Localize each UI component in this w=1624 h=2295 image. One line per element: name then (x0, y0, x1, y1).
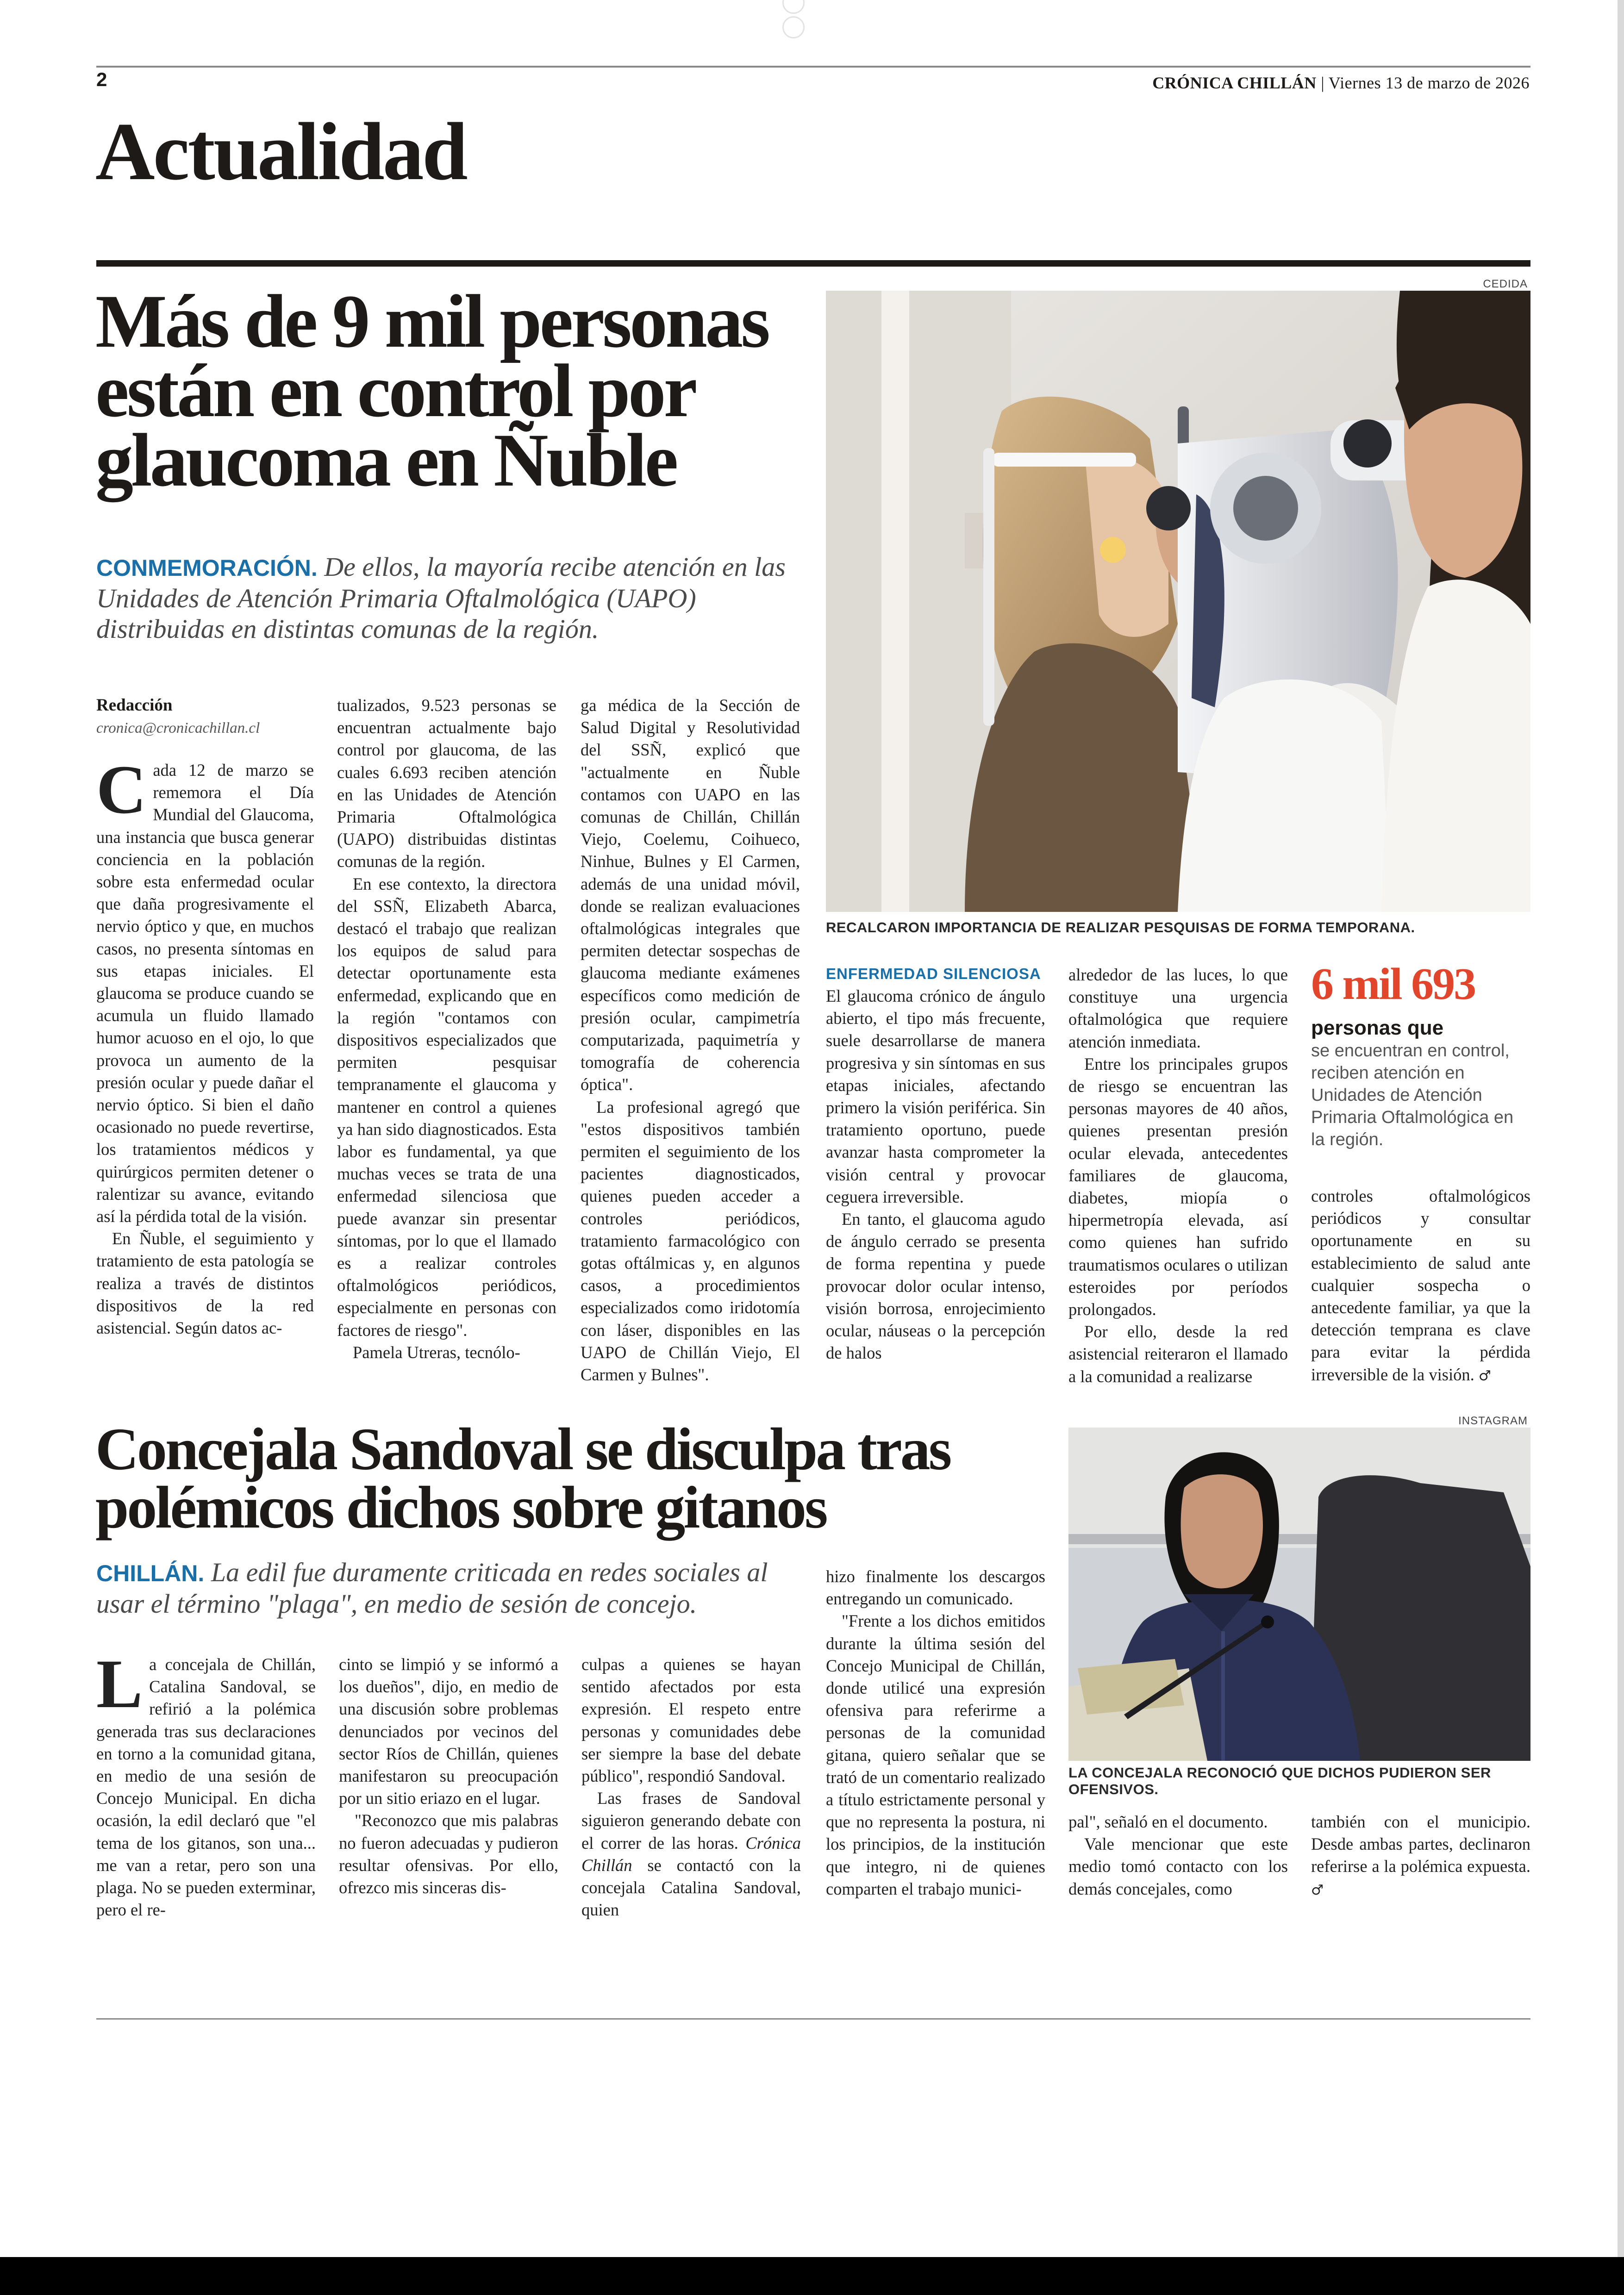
paragraph: hizo finalmente los descargos entregando un comunicado. (826, 1567, 1045, 1609)
paragraph-text: Las frases de Sandoval siguieron generando debate con el correr de las horas. (581, 1789, 801, 1852)
paragraph: Pamela Utreras, tecnólo- (353, 1342, 520, 1362)
article2-column-2 (339, 1653, 558, 1899)
article2-column-5 (1068, 1811, 1288, 1900)
paragraph: El glaucoma crónico de ángulo abierto, el tipo más frecuente, suele desarrollarse de manera progresiva y sin síntomas en sus etapas iniciales, afectando primero la visión periférica. Sin tratamiento oportuno, puede avanzar hasta comprometer la visión central y provocar ceguera irreversible. (826, 986, 1045, 1206)
paragraph-text: a concejala de Chillán, Catalina Sandoval, se refirió a la polémica generada tras sus declaraciones en torno a la comunidad gitana, en medio de una sesión de Concejo Municipal. En dicha ocasión, la edil declaró que "el tema de los gitanos, son una... me van a retar, pero son una plaga. No se pueden exterminar, pero el re- (96, 1655, 316, 1920)
paragraph-text: ada 12 de marzo se rememora el Día Mundial del Glaucoma, una instancia que busca generar conciencia en la población sobre esta enfermedad ocular que daña progresivamente el nervio óptico y que, en muchos casos, no presenta síntomas en sus etapas iniciales. El glaucoma se produce cuando se acumula un fluido llamado humor acuoso en el ojo, lo que provoca un aumento de la presión ocular y puede dañar el nervio óptico. Si bien el daño ocasionado no puede revertirse, los tratamientos médicos y quirúrgicos permiten detener o ralentizar su avance, evitando así la pérdida total de la visión. (96, 761, 314, 1226)
paragraph: En ese contexto, la directora del SSÑ, Elizabeth Abarca, destacó el trabajo que realizan los equipos de salud para detectar oportunamente esta enfermedad, explicando que en la región "contamos con dispositivos especializados que permiten pesquisar tempranamente el glaucoma y mantener en control a quienes ya han sido diagnosticados. Esta labor es fundamental, ya que muchas veces se trata de una enfermedad silenciosa que puede avanzar sin presentar síntomas, por lo que el llamado es a realizar controles oftalmológicos periódicos, especialmente en personas con factores de riesgo". (337, 874, 556, 1340)
drop-cap: C (96, 751, 147, 828)
viewer-page-nav[interactable] (782, 0, 833, 14)
article2-deck (96, 1557, 809, 1619)
article2-column-1 (96, 1646, 316, 1921)
paragraph-text: también con el municipio. Desde ambas partes, declinaron referirse a la polémica expuesta. (1311, 1812, 1530, 1876)
paragraph: tualizados, 9.523 personas se encuentran actualmente bajo control por glaucoma, de las cuales 6.693 reciben atención en las Unidades de Atención Primaria Oftalmológica (UAPO) distribuidas distintas comunas de la región. (337, 696, 556, 871)
section-rule (96, 260, 1530, 267)
pull-quote-body: se encuentran en control, reciben atención en Unidades de Atención Primaria Oftalmológica en la región. (1311, 1041, 1514, 1149)
article2-photo (1068, 1428, 1530, 1761)
article2-kicker: CHILLÁN. (96, 1560, 205, 1586)
footer-rule (96, 2018, 1530, 2020)
article1-column-4 (826, 985, 1045, 1364)
publication-mention: Crónica Chillán (581, 1833, 801, 1875)
end-of-article-icon: ♂ (1478, 1367, 1491, 1384)
paragraph: En tanto, el glaucoma agudo de ángulo cerrado se presenta de forma repentina y puede provocar dolor ocular intenso, visión borrosa, enrojecimiento ocular, náuseas o la percepción de halos (826, 1210, 1045, 1363)
section-title: Actualidad (95, 106, 466, 197)
paragraph (1311, 1185, 1530, 1387)
paragraph: cinto se limpió y se informó a los dueños", dijo, en medio de una discusión sobre problemas denunciados por vecinos del sector Ríos de Chillán, quienes manifestaron su preocupación por un sitio eriazo en el lugar. (339, 1655, 558, 1808)
paragraph (1311, 1811, 1530, 1902)
paragraph (96, 751, 314, 1228)
byline (96, 695, 314, 737)
councilwoman-photo (1068, 1428, 1530, 1761)
subhead-silent-disease: ENFERMEDAD SILENCIOSA (826, 965, 1041, 982)
paragraph: Vale mencionar que este medio tomó contacto con los demás concejales, como (1068, 1834, 1288, 1898)
photo-credit: INSTAGRAM (1458, 1415, 1528, 1427)
article1-column-3 (581, 694, 800, 1386)
article2-column-6 (1311, 1811, 1530, 1902)
paragraph: pal", señaló en el documento. (1068, 1812, 1268, 1831)
paragraph-text: controles oftalmológicos periódicos y consultar oportunamente en su establecimiento de salud ante cualquier sospecha o antecedente familiar, ya que la detección temprana es clave para evitar la pérdida irreversible de la visión. (1311, 1186, 1530, 1384)
paragraph (96, 1646, 316, 1921)
article1-photo-caption: RECALCARON IMPORTANCIA DE REALIZAR PESQUISAS DE FORMA TEMPORANA. (826, 919, 1415, 935)
eye-exam-photo (826, 291, 1530, 912)
article2-column-3 (581, 1653, 801, 1921)
article1-column-2 (337, 694, 556, 1364)
photo-credit: CEDIDA (1483, 278, 1528, 290)
paragraph-text: se contactó con la concejala Catalina Sandoval, quien (581, 1855, 801, 1920)
paragraph: Por ello, desde la red asistencial reiteraron el llamado a la comunidad a realizarse (1068, 1322, 1288, 1386)
pull-quote-title: personas que (1311, 1017, 1444, 1039)
masthead: CRÓNICA CHILLÁN | Viernes 13 de marzo de 2026 (1152, 74, 1530, 92)
paragraph: En Ñuble, el seguimiento y tratamiento de esta patología se realiza a través de distintos dispositivos de la red asistencial. Según datos ac- (96, 1229, 314, 1338)
article1-deck (96, 552, 818, 644)
article1-deck-text: De ellos, la mayoría recibe atención en las Unidades de Atención Primaria Oftalmológica (UAPO) distribuidas en distintas comunas de la región. (96, 552, 786, 644)
issue-date: Viernes 13 de marzo de 2026 (1328, 74, 1530, 92)
chevron-left-icon[interactable] (782, 0, 805, 14)
article1-column-6 (1311, 1185, 1530, 1387)
paragraph: "Reconozco que mis palabras no fueron adecuadas y pudieron resultar ofensivas. Por ello, ofrezco mis sinceras dis- (339, 1811, 558, 1897)
article1-kicker: CONMEMORACIÓN. (96, 555, 318, 581)
article1-column-1 (96, 751, 314, 1339)
paragraph: La profesional agregó que "estos dispositivos también permiten el seguimiento de los pacientes diagnosticados, quienes pueden acceder a controles periódicos, tratamiento farmacológico con gotas oftálmicas y, en algunos casos, a procedimientos especializados como iridotomía con láser, disponibles en las UAPO de Chillán Viejo, El Carmen y Bulnes". (581, 1097, 800, 1384)
paragraph: ga médica de la Sección de Salud Digital y Resolutividad del SSÑ, explicó que "actualmente en Ñuble contamos con UAPO en las comunas de Chillán, Chillán Viejo, Coelemu, Coihueco, Ninhue, Bulnes y El Carmen, además de una unidad móvil, donde se realizan evaluaciones oftalmológicas integrales que permiten detectar sospechas de glaucoma mediante exámenes específicos como medición de presión ocular, campimetría computarizada, paquimetría y tomografía de coherencia óptica". (581, 696, 800, 1094)
author-email[interactable]: cronica@cronicachillan.cl (96, 720, 260, 736)
article2-headline: Concejala Sandoval se disculpa tras polémicos dichos sobre gitanos (95, 1416, 950, 1541)
chevron-right-icon[interactable] (782, 16, 805, 38)
viewer-bottom-bar (0, 2257, 1624, 2295)
author-name: Redacción (96, 696, 173, 715)
article1-photo (826, 291, 1530, 912)
paragraph: culpas a quienes se hayan sentido afectados por esta expresión. El respeto entre personas y comunidades debe ser siempre la base del debate público", respondió Sandoval. (581, 1655, 801, 1786)
page-number: 2 (96, 69, 107, 90)
end-of-article-icon: ♂ (1311, 1882, 1324, 1898)
article2-column-4 (826, 1565, 1045, 1900)
article1-column-5 (1068, 964, 1288, 1388)
paragraph: "Frente a los dichos emitidos durante la última sesión del Concejo Municipal de Chillán, donde utilicé una expresión ofensiva para referirme a personas de la comunidad gitana, quiero señalar que se trató de un comentario realizado a título estrictamente personal y que no representa la postura, ni los principios, de la institución que integro, ni de quienes comparten el trabajo munici- (826, 1611, 1045, 1898)
drop-cap: L (96, 1646, 143, 1722)
article2-deck-text: La edil fue duramente criticada en redes sociales al usar el término "plaga", en medio de sesión de concejo. (96, 1557, 768, 1619)
article1-headline: Más de 9 mil personas están en control por glaucoma en Ñuble (95, 280, 768, 502)
paragraph: Entre los principales grupos de riesgo se encuentran las personas mayores de 40 años, quienes presentan presión ocular elevada, antecedentes familiares de glaucoma, diabetes, miopía o hipermetropía elevada, así como quienes han sufrido traumatismos oculares o utilizan esteroides por períodos prolongados. (1068, 1054, 1288, 1319)
paragraph (581, 1787, 801, 1921)
paragraph: alrededor de las luces, lo que constituye una urgencia oftalmológica que requiere atención inmediata. (1068, 965, 1288, 1051)
pull-quote (1311, 958, 1530, 1151)
header-rule (96, 66, 1530, 68)
pull-quote-number: 6 mil 693 (1311, 959, 1475, 1009)
publication-name: CRÓNICA CHILLÁN (1152, 74, 1317, 92)
viewer-scrollbar[interactable] (1618, 0, 1624, 2295)
article2-photo-caption: LA CONCEJALA RECONOCIÓ QUE DICHOS PUDIERON SER OFENSIVOS. (1068, 1765, 1491, 1797)
